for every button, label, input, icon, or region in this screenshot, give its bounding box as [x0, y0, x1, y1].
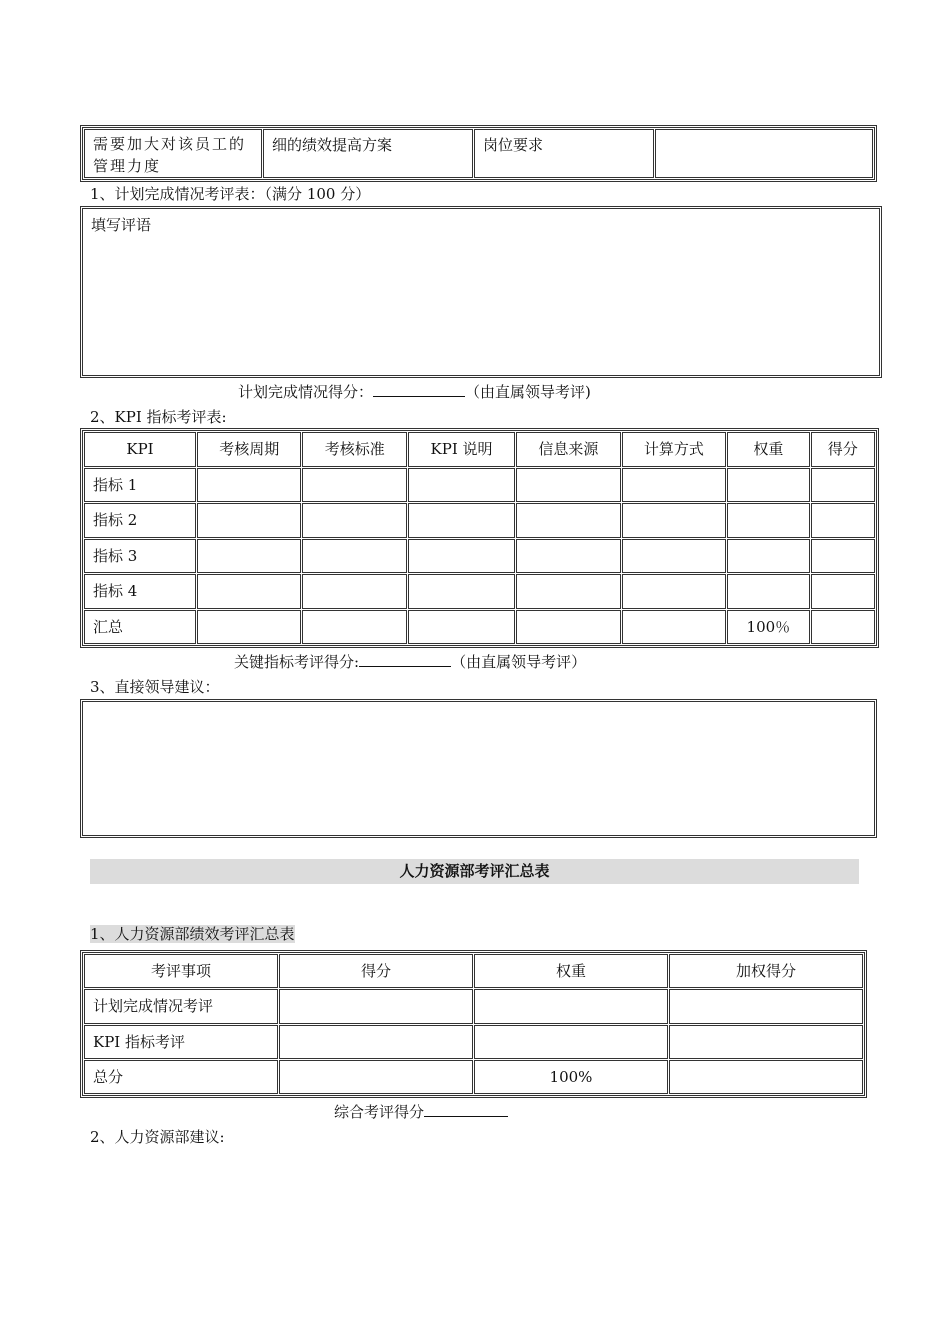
- hr-header-cell: 考评事项: [84, 954, 278, 988]
- kpi-cell[interactable]: [516, 610, 620, 645]
- kpi-cell[interactable]: [197, 468, 301, 503]
- kpi-row-label: 汇总: [84, 610, 196, 645]
- hr-cell[interactable]: [669, 1060, 863, 1094]
- final-score-label: 综合考评得分: [334, 1103, 425, 1121]
- kpi-cell[interactable]: [811, 539, 875, 574]
- kpi-header-cell: 计算方式: [622, 432, 726, 467]
- section-1-heading: 1、计划完成情况考评表：（满分 100 分）: [90, 185, 371, 203]
- kpi-cell[interactable]: [622, 610, 726, 645]
- hr-header-cell: 加权得分: [669, 954, 863, 988]
- kpi-header-cell: 考核标准: [302, 432, 406, 467]
- section-2-heading: 2、KPI 指标考评表:: [90, 408, 227, 426]
- kpi-header-cell: 考核周期: [197, 432, 301, 467]
- kpi-cell[interactable]: [302, 539, 406, 574]
- hr-cell[interactable]: [279, 989, 473, 1023]
- kpi-cell[interactable]: [302, 468, 406, 503]
- kpi-cell[interactable]: [197, 503, 301, 538]
- table-row: [84, 539, 875, 574]
- table-row: [84, 1025, 863, 1059]
- section-3-heading: 3、直接领导建议：: [90, 678, 220, 696]
- table-row: [84, 468, 875, 503]
- final-score-blank[interactable]: [424, 1100, 508, 1117]
- kpi-cell[interactable]: [197, 574, 301, 609]
- kpi-cell[interactable]: [408, 574, 515, 609]
- kpi-cell[interactable]: [811, 610, 875, 645]
- hr-subheading-1: 1、人力资源部绩效考评汇总表: [90, 925, 295, 943]
- kpi-cell[interactable]: [727, 503, 810, 538]
- top-cell-2: 细的绩效提高方案: [263, 129, 473, 178]
- top-cell-3: 岗位要求: [474, 129, 654, 178]
- kpi-cell[interactable]: [811, 468, 875, 503]
- plan-score-row: [238, 380, 591, 403]
- kpi-header-cell: 得分: [811, 432, 875, 467]
- kpi-cell[interactable]: [197, 539, 301, 574]
- kpi-row-label: 指标 1: [84, 468, 196, 503]
- hr-summary-title: 人力资源部考评汇总表: [399, 862, 550, 880]
- kpi-score-note: （由直属领导考评）: [451, 653, 587, 671]
- kpi-cell[interactable]: [516, 503, 620, 538]
- hr-row-label: 计划完成情况考评: [84, 989, 278, 1023]
- table-row: [84, 1060, 863, 1094]
- kpi-score-row: [234, 650, 586, 673]
- hr-row-label: KPI 指标考评: [84, 1025, 278, 1059]
- kpi-cell[interactable]: [727, 574, 810, 609]
- kpi-cell[interactable]: [302, 574, 406, 609]
- hr-row-label: 总分: [84, 1060, 278, 1094]
- kpi-score-blank[interactable]: [359, 650, 451, 667]
- kpi-row-label: 指标 4: [84, 574, 196, 609]
- table-row: [84, 503, 875, 538]
- hr-cell[interactable]: [669, 989, 863, 1023]
- kpi-cell[interactable]: [302, 610, 406, 645]
- kpi-cell[interactable]: [727, 468, 810, 503]
- kpi-row-label: 指标 3: [84, 539, 196, 574]
- kpi-score-label: 关键指标考评得分:: [234, 653, 360, 671]
- hr-cell[interactable]: [474, 1025, 668, 1059]
- kpi-cell[interactable]: [727, 539, 810, 574]
- hr-subheading-2: 2、人力资源部建议:: [90, 1128, 225, 1146]
- hr-summary-table: [80, 950, 867, 1098]
- hr-cell[interactable]: [279, 1060, 473, 1094]
- plan-score-blank[interactable]: [373, 380, 465, 397]
- kpi-cell[interactable]: [622, 539, 726, 574]
- hr-cell[interactable]: [669, 1025, 863, 1059]
- kpi-header-cell: KPI: [84, 432, 196, 467]
- hr-summary-title-bar: [90, 859, 859, 884]
- hr-header-cell: 得分: [279, 954, 473, 988]
- hr-cell[interactable]: [474, 989, 668, 1023]
- kpi-header-row: [84, 432, 875, 467]
- kpi-cell[interactable]: [516, 468, 620, 503]
- kpi-total-weight: 100％: [727, 610, 810, 645]
- plan-score-note: （由直属领导考评): [465, 383, 591, 401]
- kpi-cell[interactable]: [302, 503, 406, 538]
- final-score-row: [334, 1100, 508, 1123]
- kpi-cell[interactable]: [516, 539, 620, 574]
- table-row: [84, 610, 875, 645]
- plan-score-label: 计划完成情况得分：: [238, 383, 374, 401]
- kpi-row-label: 指标 2: [84, 503, 196, 538]
- hr-total-weight: 100%: [474, 1060, 668, 1094]
- kpi-cell[interactable]: [408, 503, 515, 538]
- kpi-table: [80, 428, 879, 648]
- top-cell-1: 需要加大对该员工的管理力度: [84, 129, 262, 178]
- top-carryover-table: [80, 125, 877, 182]
- hr-header-cell: 权重: [474, 954, 668, 988]
- kpi-cell[interactable]: [622, 574, 726, 609]
- kpi-cell[interactable]: [811, 574, 875, 609]
- kpi-cell[interactable]: [408, 539, 515, 574]
- table-row: [84, 989, 863, 1023]
- kpi-cell[interactable]: [408, 610, 515, 645]
- top-cell-4: [655, 129, 873, 178]
- leader-suggestion-box[interactable]: [80, 699, 877, 838]
- kpi-header-cell: 信息来源: [516, 432, 620, 467]
- comment-placeholder: 填写评语: [91, 216, 152, 234]
- kpi-cell[interactable]: [622, 503, 726, 538]
- hr-header-row: [84, 954, 863, 988]
- kpi-header-cell: KPI 说明: [408, 432, 515, 467]
- kpi-cell[interactable]: [516, 574, 620, 609]
- plan-completion-comment-box[interactable]: [80, 206, 882, 378]
- kpi-cell[interactable]: [622, 468, 726, 503]
- table-row: [84, 574, 875, 609]
- kpi-header-cell: 权重: [727, 432, 810, 467]
- hr-cell[interactable]: [279, 1025, 473, 1059]
- kpi-cell[interactable]: [408, 468, 515, 503]
- kpi-cell[interactable]: [811, 503, 875, 538]
- kpi-cell[interactable]: [197, 610, 301, 645]
